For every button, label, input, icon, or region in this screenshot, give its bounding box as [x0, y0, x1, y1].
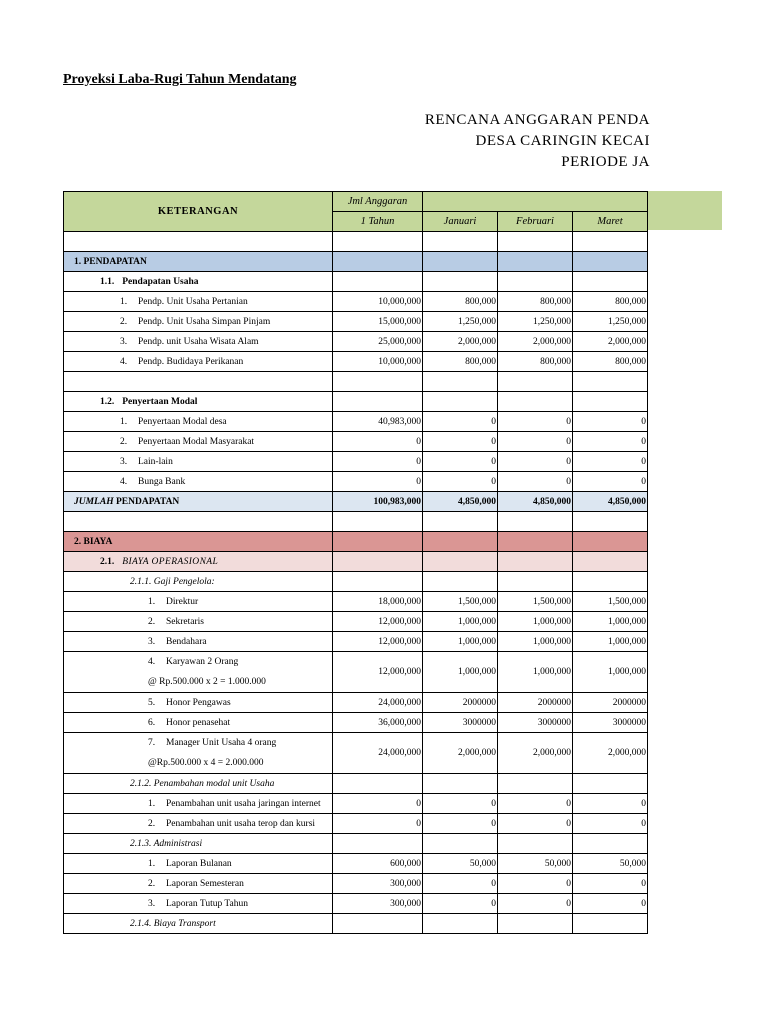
empty-row [64, 372, 648, 392]
table-row [64, 292, 648, 312]
value-year: 10,000,000 [333, 292, 423, 312]
budget-table [63, 191, 648, 934]
value-year: 0 [333, 432, 423, 452]
item-label: Direktur [166, 596, 199, 607]
table-row [64, 612, 648, 632]
value-year: 36,000,000 [333, 713, 423, 733]
value-mar: 0 [573, 894, 648, 914]
header-jml-anggaran: Jml Anggaran [333, 192, 423, 212]
value-jan: 0 [423, 814, 498, 834]
header-maret: Maret [573, 212, 648, 232]
item-label: Penambahan unit usaha terop dan kursi [166, 818, 316, 829]
item-label: Honor penasehat [166, 717, 231, 728]
total-label-prefix: JUMLAH [74, 496, 114, 507]
table-row [64, 332, 648, 352]
value-feb: 0 [498, 814, 573, 834]
group-biaya-transport [64, 914, 648, 934]
item-label: Bunga Bank [138, 476, 186, 487]
item-number: 2. [120, 436, 128, 447]
value-jan: 50,000 [423, 854, 498, 874]
value-year: 12,000,000 [333, 652, 423, 693]
value-year: 12,000,000 [333, 612, 423, 632]
value-mar: 1,000,000 [573, 652, 648, 693]
value-feb: 0 [498, 452, 573, 472]
header-months-band [423, 192, 648, 212]
item-number: 6. [148, 717, 156, 728]
value-mar: 2000000 [573, 693, 648, 713]
value-year: 12,000,000 [333, 632, 423, 652]
value-jan: 3000000 [423, 713, 498, 733]
heading-line-3: PERIODE JA [561, 154, 650, 170]
value-jan: 0 [423, 432, 498, 452]
value-mar: 800,000 [573, 292, 648, 312]
subsection-biaya-operasional [64, 552, 648, 572]
value-feb: 1,000,000 [498, 612, 573, 632]
item-label: Manager Unit Usaha 4 orang [166, 738, 277, 748]
table-row [64, 874, 648, 894]
subsection-pendapatan-usaha [64, 272, 648, 292]
section-label: 2. BIAYA [64, 532, 333, 552]
table-row [64, 854, 648, 874]
value-feb: 2,000,000 [498, 733, 573, 774]
value-feb: 1,250,000 [498, 312, 573, 332]
value-feb: 1,500,000 [498, 592, 573, 612]
value-mar: 0 [573, 794, 648, 814]
subsection-penyertaan-modal [64, 392, 648, 412]
item-label: Penyertaan Modal desa [138, 416, 227, 427]
table-row-manager [64, 733, 648, 774]
value-year: 300,000 [333, 874, 423, 894]
empty-row [64, 512, 648, 532]
value-feb: 0 [498, 472, 573, 492]
value-year: 10,000,000 [333, 352, 423, 372]
value-mar: 0 [573, 874, 648, 894]
item-number: 1. [148, 798, 156, 809]
value-mar: 2,000,000 [573, 733, 648, 774]
value-feb: 800,000 [498, 352, 573, 372]
item-label: Laporan Tutup Tahun [166, 898, 249, 909]
table-row [64, 693, 648, 713]
value-year: 18,000,000 [333, 592, 423, 612]
value-year: 300,000 [333, 894, 423, 914]
group-gaji-pengelola [64, 572, 648, 592]
section-biaya [64, 532, 648, 552]
value-feb: 1,000,000 [498, 652, 573, 693]
value-mar: 0 [573, 412, 648, 432]
value-jan: 2000000 [423, 693, 498, 713]
empty-row [64, 232, 648, 252]
item-label: Pendp. Unit Usaha Simpan Pinjam [138, 316, 271, 327]
value-feb: 800,000 [498, 292, 573, 312]
value-jan: 0 [423, 412, 498, 432]
item-label: Penyertaan Modal Masyarakat [138, 436, 255, 447]
header-keterangan: KETERANGAN [64, 192, 333, 232]
item-label: Honor Pengawas [166, 697, 231, 708]
table-row-karyawan [64, 652, 648, 693]
table-row [64, 713, 648, 733]
item-number: 1. [148, 858, 156, 869]
item-number: 1. [148, 596, 156, 607]
table-row [64, 472, 648, 492]
value-jan: 1,000,000 [423, 612, 498, 632]
value-year: 25,000,000 [333, 332, 423, 352]
value-mar: 1,000,000 [573, 632, 648, 652]
item-sub-label: @Rp.500.000 x 4 = 2.000.000 [148, 758, 264, 768]
group-label: 2.1.3. Administrasi [64, 834, 333, 854]
header-1-tahun: 1 Tahun [333, 212, 423, 232]
group-administrasi [64, 834, 648, 854]
heading-line-1: RENCANA ANGGARAN PENDA [424, 112, 650, 128]
table-row [64, 794, 648, 814]
value-mar: 2,000,000 [573, 332, 648, 352]
item-number: 4. [120, 356, 128, 367]
value-feb: 2000000 [498, 693, 573, 713]
item-number: 3. [120, 336, 128, 347]
item-number: 2. [148, 818, 156, 829]
header-extension-fill [648, 191, 722, 230]
value-mar: 1,000,000 [573, 612, 648, 632]
subsection-number: 1.2. [100, 396, 115, 407]
item-label: Sekretaris [166, 616, 204, 627]
value-year: 0 [333, 452, 423, 472]
table-row [64, 592, 648, 612]
value-year: 40,983,000 [333, 412, 423, 432]
item-label: Karyawan 2 Orang [166, 657, 239, 667]
value-jan: 0 [423, 452, 498, 472]
table-row [64, 894, 648, 914]
subsection-label: Penyertaan Modal [122, 396, 198, 407]
value-mar: 0 [573, 472, 648, 492]
value-jan: 0 [423, 874, 498, 894]
value-jan: 800,000 [423, 292, 498, 312]
value-jan: 1,000,000 [423, 632, 498, 652]
item-number: 1. [120, 416, 128, 427]
item-number: 1. [120, 296, 128, 307]
table-row [64, 432, 648, 452]
item-label: Lain-lain [138, 456, 173, 467]
group-label: 2.1.2. Penambahan modal unit Usaha [64, 774, 333, 794]
value-mar: 50,000 [573, 854, 648, 874]
heading-line-2: DESA CARINGIN KECAI [475, 133, 650, 149]
total-pendapatan-row [64, 492, 648, 512]
value-jan: 2,000,000 [423, 733, 498, 774]
item-number: 2. [148, 878, 156, 889]
value-feb: 0 [498, 794, 573, 814]
total-year: 100,983,000 [333, 492, 423, 512]
header-februari: Februari [498, 212, 573, 232]
total-label: PENDAPATAN [115, 496, 180, 507]
item-number: 7. [148, 738, 156, 748]
value-jan: 1,250,000 [423, 312, 498, 332]
item-label: Bendahara [166, 636, 207, 647]
item-number: 2. [148, 616, 156, 627]
subsection-number: 2.1. [100, 556, 115, 567]
value-year: 0 [333, 472, 423, 492]
item-sub-label: @ Rp.500.000 x 2 = 1.000.000 [148, 677, 266, 687]
section-pendapatan [64, 252, 648, 272]
value-feb: 2,000,000 [498, 332, 573, 352]
value-mar: 0 [573, 432, 648, 452]
subsection-label: BIAYA OPERASIONAL [122, 556, 219, 567]
item-label: Laporan Bulanan [166, 858, 232, 869]
value-mar: 3000000 [573, 713, 648, 733]
value-jan: 800,000 [423, 352, 498, 372]
value-year: 600,000 [333, 854, 423, 874]
value-jan: 1,500,000 [423, 592, 498, 612]
item-number: 3. [120, 456, 128, 467]
value-jan: 0 [423, 894, 498, 914]
table-row [64, 312, 648, 332]
value-mar: 1,250,000 [573, 312, 648, 332]
item-number: 3. [148, 636, 156, 647]
item-number: 5. [148, 697, 156, 708]
value-feb: 3000000 [498, 713, 573, 733]
document-title: Proyeksi Laba-Rugi Tahun Mendatang [63, 72, 297, 87]
value-year: 15,000,000 [333, 312, 423, 332]
group-label: 2.1.1. Gaji Pengelola: [64, 572, 333, 592]
value-jan: 2,000,000 [423, 332, 498, 352]
header-row-1 [64, 192, 648, 212]
value-feb: 0 [498, 412, 573, 432]
item-label: Pendp. unit Usaha Wisata Alam [138, 336, 259, 347]
value-jan: 0 [423, 794, 498, 814]
value-jan: 0 [423, 472, 498, 492]
subsection-number: 1.1. [100, 276, 115, 287]
value-year: 24,000,000 [333, 733, 423, 774]
value-mar: 0 [573, 452, 648, 472]
item-number: 2. [120, 316, 128, 327]
value-feb: 0 [498, 894, 573, 914]
total-jan: 4,850,000 [423, 492, 498, 512]
item-label: Laporan Semesteran [166, 878, 244, 889]
item-label: Pendp. Budidaya Perikanan [138, 356, 244, 367]
total-feb: 4,850,000 [498, 492, 573, 512]
table-row [64, 452, 648, 472]
value-jan: 1,000,000 [423, 652, 498, 693]
table-row [64, 814, 648, 834]
value-feb: 0 [498, 874, 573, 894]
value-feb: 1,000,000 [498, 632, 573, 652]
item-label: Pendp. Unit Usaha Pertanian [138, 296, 248, 307]
section-label: 1. PENDAPATAN [64, 252, 333, 272]
table-row [64, 352, 648, 372]
value-year: 0 [333, 814, 423, 834]
table-row [64, 412, 648, 432]
group-label: 2.1.4. Biaya Transport [64, 914, 333, 934]
item-number: 3. [148, 898, 156, 909]
table-row [64, 632, 648, 652]
item-number: 4. [148, 657, 156, 667]
subsection-label: Pendapatan Usaha [122, 276, 199, 287]
item-label: Penambahan unit usaha jaringan internet [166, 798, 321, 809]
total-mar: 4,850,000 [573, 492, 648, 512]
value-feb: 50,000 [498, 854, 573, 874]
report-heading [300, 110, 650, 173]
group-penambahan-modal [64, 774, 648, 794]
header-januari: Januari [423, 212, 498, 232]
value-year: 24,000,000 [333, 693, 423, 713]
value-mar: 800,000 [573, 352, 648, 372]
value-mar: 0 [573, 814, 648, 834]
item-number: 4. [120, 476, 128, 487]
value-year: 0 [333, 794, 423, 814]
value-mar: 1,500,000 [573, 592, 648, 612]
value-feb: 0 [498, 432, 573, 452]
